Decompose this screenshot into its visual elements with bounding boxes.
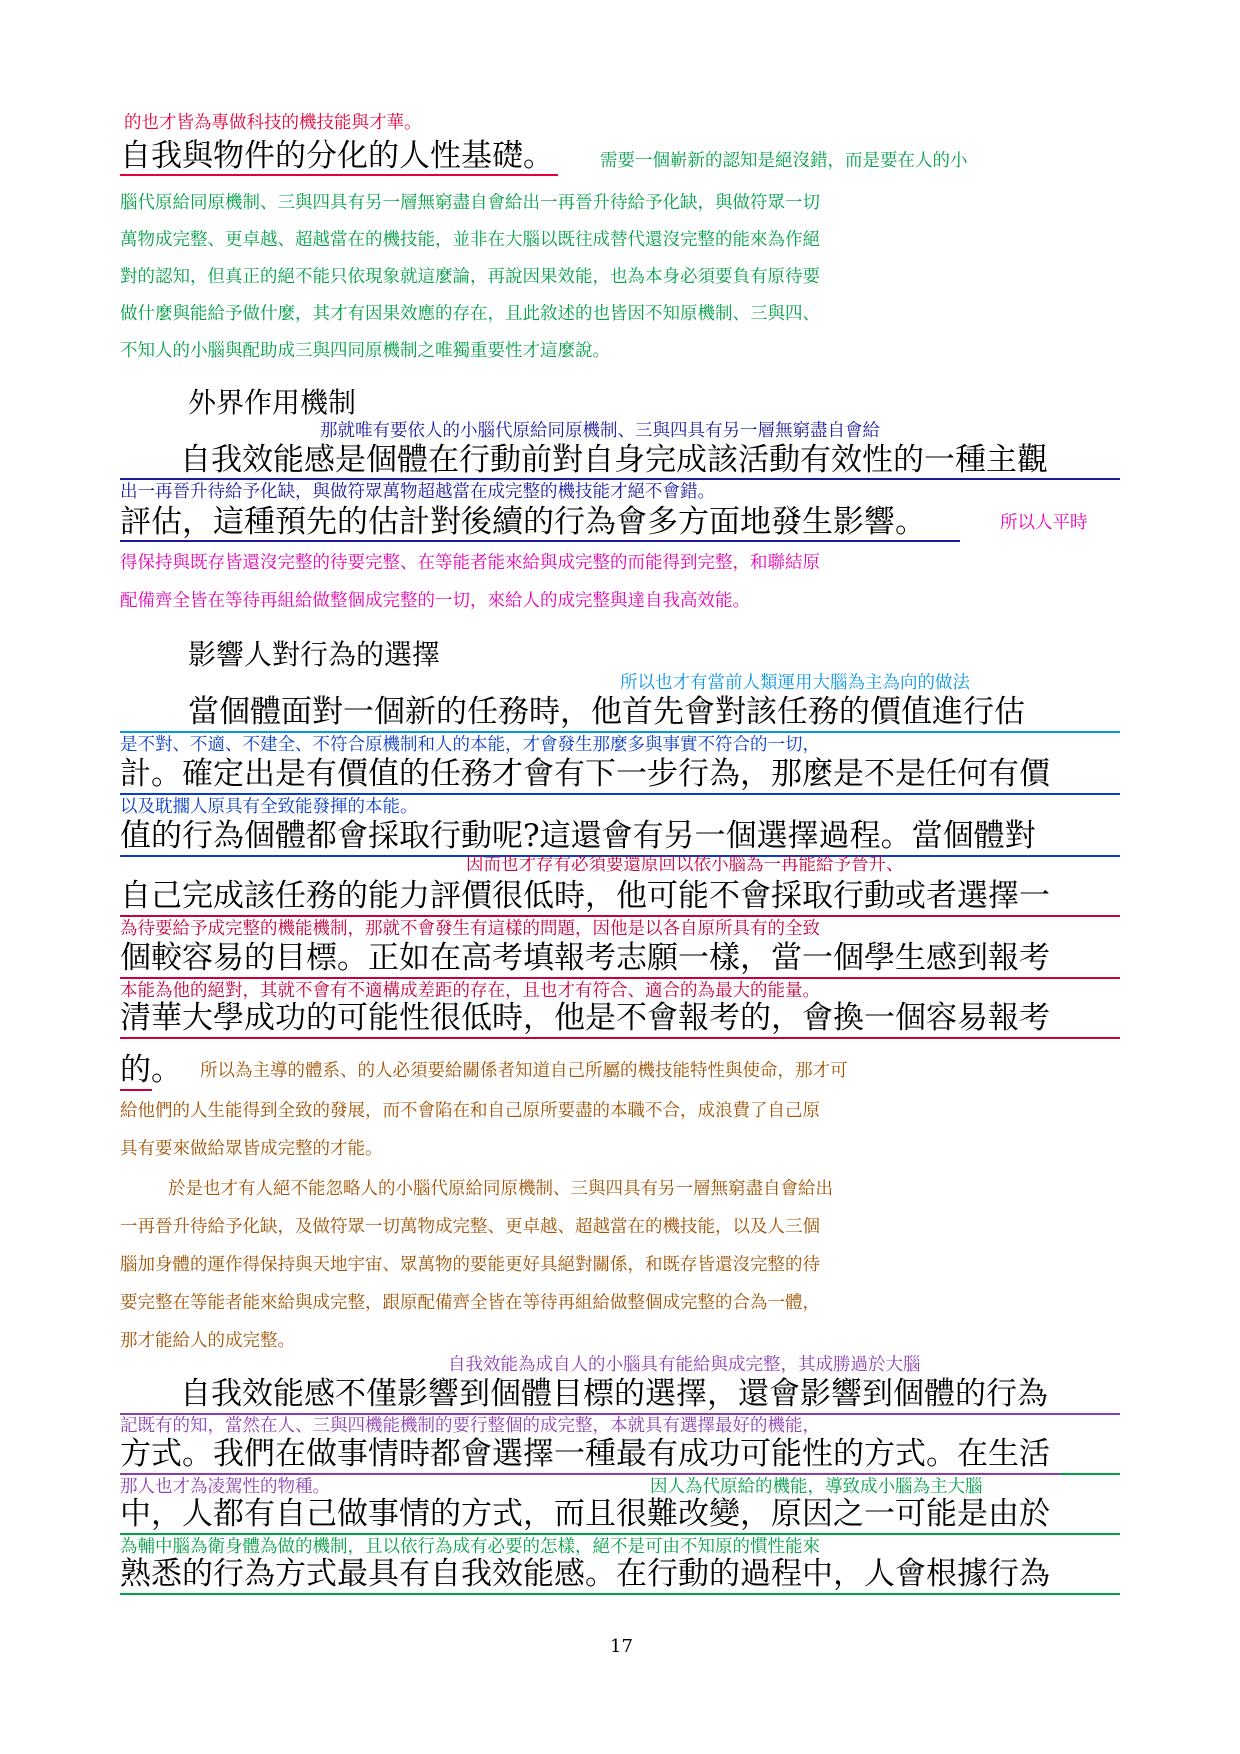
red-underline — [120, 1089, 152, 1091]
navy-underline — [120, 540, 960, 542]
annotation-text: 是不對、不適、不建全、不符合原機制和人的本能，才會發生那麼多與事實不符合的一切， — [120, 735, 820, 755]
annotation-text: 出一再晉升待給予化缺，與做符眾萬物超越當在成完整的機技能才絕不會錯。 — [120, 482, 715, 502]
annotation-text: 本能為他的絕對，其就不會有不適構成差距的存在，且也才有符合、適合的為最大的能量。 — [120, 981, 820, 1001]
annotation-text: 記既有的知，當然在人、三與四機能機制的要行整個的成完整，本就具有選擇最好的機能， — [120, 1416, 820, 1436]
body-text-line: 計。確定出是有價值的任務才會有下一步行為，那麼是不是任何有價 — [120, 756, 1050, 792]
annotation-text: 那人也才為凌駕性的物種。 — [120, 1477, 330, 1497]
body-text-line: 的。 — [120, 1052, 182, 1088]
body-text-line: 值的行為個體都會採取行動呢?這還會有另一個選擇過程。當個體對 — [120, 818, 1036, 854]
annotation-text: 配備齊全皆在等待再組給做整個成完整的一切，來給人的成完整與達自我高效能。 — [120, 591, 750, 611]
navy-underline — [120, 478, 1120, 480]
body-text-line: 方式。我們在做事情時都會選擇一種最有成功可能性的方式。在生活 — [120, 1436, 1050, 1472]
annotation-text: 那才能給人的成完整。 — [120, 1331, 295, 1351]
purple-underline — [120, 1473, 1060, 1475]
annotation-text: 所以也才有當前人類運用大腦為主為向的做法 — [620, 673, 970, 693]
annotation-text: 自我效能為成自人的小腦具有能給與成完整，其成勝過於大腦 — [448, 1355, 921, 1375]
annotation-text: 需要一個嶄新的認知是絕沒錯，而是要在人的小 — [600, 151, 968, 171]
body-text-line: 當個體面對一個新的任務時，他首先會對該任務的價值進行估 — [188, 694, 1025, 730]
annotation-text: 不知人的小腦與配助成三與四同原機制之唯獨重要性才這麼說。 — [120, 341, 610, 361]
body-text-line: 中，人都有自己做事情的方式，而且很難改變，原因之一可能是由於 — [120, 1496, 1050, 1532]
annotation-text: 為待要給予成完整的機能機制，那就不會發生有這樣的問題，因他是以各自原所具有的全致 — [120, 919, 820, 939]
body-text-line: 自我效能感不僅影響到個體目標的選擇，還會影響到個體的行為 — [180, 1376, 1048, 1412]
annotation-text: 的也才皆為專做科技的機技能與才華。 — [124, 113, 422, 133]
body-text-line: 熟悉的行為方式最具有自我效能感。在行動的過程中，人會根據行為 — [120, 1556, 1050, 1592]
section-heading: 外界作用機制 — [188, 386, 357, 419]
annotation-text: 具有要來做給眾皆成完整的才能。 — [120, 1139, 383, 1159]
annotation-text: 得保持與既存皆還沒完整的待要完整、在等能者能來給與成完整的而能得到完整，和聯結原 — [120, 553, 820, 573]
section-heading: 影響人對行為的選擇 — [188, 638, 441, 671]
green-underline — [120, 1593, 1120, 1595]
annotation-text: 為輔中腦為衛身體為做的機制，且以依行為成有必要的怎樣，絕不是可由不知原的慣性能來 — [120, 1537, 820, 1557]
body-text-line: 自我與物件的分化的人性基礎。 — [120, 138, 554, 174]
red-underline — [120, 915, 1120, 917]
annotation-text: 一再晉升待給予化缺，及做符眾一切萬物成完整、更卓越、超越當在的機技能，以及人三個 — [120, 1217, 820, 1237]
annotation-text: 萬物成完整、更卓越、超越當在的機技能，並非在大腦以既往成替代還沒完整的能來為作絕 — [120, 230, 820, 250]
green-underline — [1060, 1473, 1120, 1475]
cyan-underline — [120, 731, 1120, 733]
annotation-text: 因而也才存有必須要還原回以依小腦為一再能給予晉升、 — [466, 855, 904, 875]
red-underline — [120, 977, 1120, 979]
page-number: 17 — [610, 1636, 633, 1657]
red-underline — [120, 1037, 1120, 1039]
body-text-line: 個較容易的目標。正如在高考填報考志願一樣，當一個學生感到報考 — [120, 940, 1050, 976]
body-text-line: 自己完成該任務的能力評價很低時，他可能不會採取行動或者選擇一 — [120, 878, 1050, 914]
red-underline — [120, 174, 558, 176]
annotation-text: 給他們的人生能得到全致的發展，而不會陷在和自己原所要盡的本職不合，成浪費了自己原 — [120, 1101, 820, 1121]
annotation-text: 腦加身體的運作得保持與天地宇宙、眾萬物的要能更好具絕對關係，和既存皆還沒完整的待 — [120, 1255, 820, 1275]
annotation-text: 腦代原給同原機制、三與四具有另一層無窮盡自會給出一再晉升待給予化缺，與做符眾一切 — [120, 193, 820, 213]
green-underline — [120, 1533, 1120, 1535]
annotation-text: 於是也才有人絕不能忽略人的小腦代原給同原機制、三與四具有另一層無窮盡自會給出 — [168, 1179, 833, 1199]
body-text-line: 評估，這種預先的估計對後續的行為會多方面地發生影響。 — [120, 504, 926, 540]
blue-underline — [120, 793, 1120, 795]
annotation-text: 因人為代原給的機能，導致成小腦為主大腦 — [650, 1477, 983, 1497]
annotation-text: 要完整在等能者能來給與成完整，跟原配備齊全皆在等待再組給做整個成完整的合為一體， — [120, 1293, 820, 1313]
body-text-line: 清華大學成功的可能性很低時，他是不會報考的，會換一個容易報考 — [120, 1000, 1050, 1036]
annotation-text: 所以人平時 — [1000, 513, 1088, 533]
annotation-text: 所以為主導的體系、的人必須要給關係者知道自己所屬的機技能特性與使命，那才可 — [200, 1061, 848, 1081]
annotation-text: 以及耽擱人原具有全致能發揮的本能。 — [120, 797, 418, 817]
annotation-text: 對的認知，但真正的絕不能只依現象就這麼論，再說因果效能，也為本身必須要負有原待要 — [120, 267, 820, 287]
annotation-text: 那就唯有要依人的小腦代原給同原機制、三與四具有另一層無窮盡自會給 — [320, 421, 880, 441]
annotation-text: 做什麼與能給予做什麼，其才有因果效應的存在，且此敘述的也皆因不知原機制、三與四、 — [120, 304, 820, 324]
body-text-line: 自我效能感是個體在行動前對自身完成該活動有效性的一種主觀 — [180, 442, 1048, 478]
